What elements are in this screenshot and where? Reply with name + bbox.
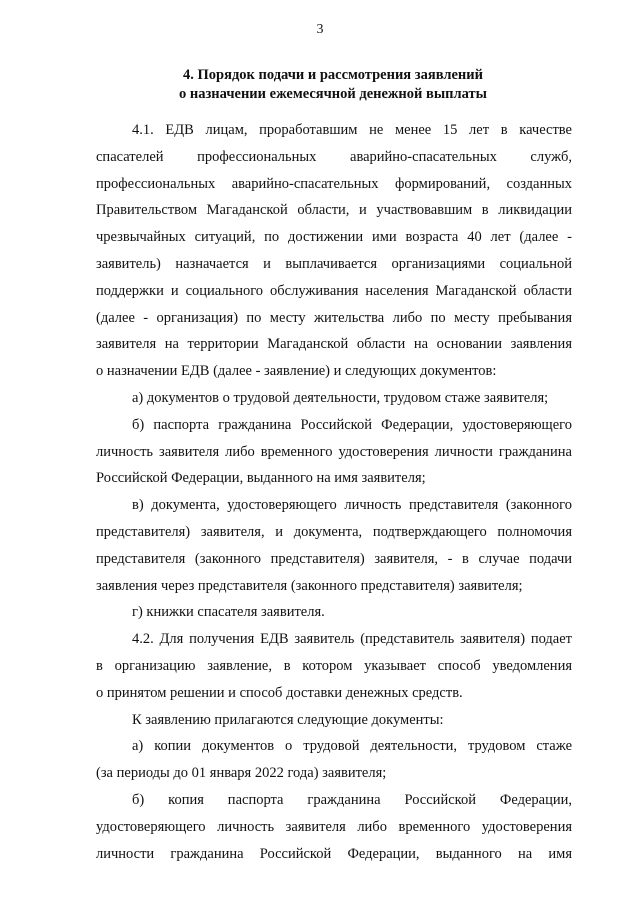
text-line: удостоверяющего личность заявителя либо временного удостоверения — [96, 818, 572, 835]
text-line: профессиональных аварийно-спасательных формирований, созданных — [96, 175, 572, 192]
text-line: б) паспорта гражданина Российской Федерации, удостоверяющего — [132, 416, 572, 433]
document-body — [96, 117, 572, 867]
section-heading — [96, 66, 570, 104]
section-heading-line-2: о назначении ежемесячной денежной выплаты — [179, 86, 487, 102]
text-line: о принятом решении и способ доставки денежных средств. — [96, 684, 463, 701]
text-line: б) копия паспорта гражданина Российской Федерации, — [132, 791, 572, 808]
item-g-rescuer-book — [96, 599, 572, 626]
item-a-labor-documents — [96, 385, 572, 412]
text-line: заявитель) назначается и выплачивается организациями социальной — [96, 255, 572, 272]
text-line: в) документа, удостоверяющего личность представителя (законного — [132, 497, 572, 514]
text-line: Российской Федерации, выданного на имя заявителя; — [96, 470, 426, 487]
attached-item-b-passport-copy — [96, 787, 572, 867]
text-line: а) копии документов о трудовой деятельности, трудовом стаже — [132, 738, 572, 755]
text-line: представителя (законного представителя) заявителя, - в случае подачи — [96, 550, 572, 567]
text-line: г) книжки спасателя заявителя. — [132, 604, 325, 621]
text-line: чрезвычайных ситуаций, по достижении ими возраста 40 лет (далее - — [96, 229, 572, 246]
paragraph-4-2 — [96, 626, 572, 706]
item-v-representative-document — [96, 492, 572, 599]
attached-item-a-copies — [96, 733, 572, 787]
text-line: а) документов о трудовой деятельности, трудовом стаже заявителя; — [132, 389, 549, 406]
text-line: спасателей профессиональных аварийно-спасательных служб, — [96, 148, 572, 165]
text-line: личности гражданина Российской Федерации, выданного на имя — [96, 845, 572, 862]
text-line: (далее - организация) по месту жительства либо по месту пребывания — [96, 309, 572, 326]
text-line: представителя) заявителя, и документа, подтверждающего полномочия — [96, 523, 572, 540]
page-number: 3 — [316, 22, 324, 37]
text-line: личность заявителя либо временного удостоверения личности гражданина — [96, 443, 572, 460]
text-line: Правительством Магаданской области, и участвовавшим в ликвидации — [96, 202, 572, 219]
text-line: 4.1. ЕДВ лицам, проработавшим не менее 15 лет в качестве — [132, 122, 572, 138]
text-line: о назначении ЕДВ (далее - заявление) и следующих документов: — [96, 363, 497, 380]
text-line: заявления через представителя (законного представителя) заявителя; — [96, 577, 523, 594]
paragraph-4-1 — [96, 117, 572, 385]
text-line: в организацию заявление, в котором указывает способ уведомления — [96, 657, 572, 674]
text-line: 4.2. Для получения ЕДВ заявитель (представитель заявителя) подает — [132, 631, 572, 648]
text-line: К заявлению прилагаются следующие документы: — [132, 711, 444, 728]
text-line: поддержки и социального обслуживания населения Магаданской области — [96, 282, 572, 299]
text-line: (за периоды до 01 января 2022 года) заявителя; — [96, 765, 387, 782]
item-b-passport — [96, 412, 572, 492]
text-line: заявителя на территории Магаданской области на основании заявления — [96, 336, 572, 353]
section-heading-line-1: 4. Порядок подачи и рассмотрения заявлений — [183, 67, 483, 83]
attached-documents-intro — [96, 707, 572, 734]
